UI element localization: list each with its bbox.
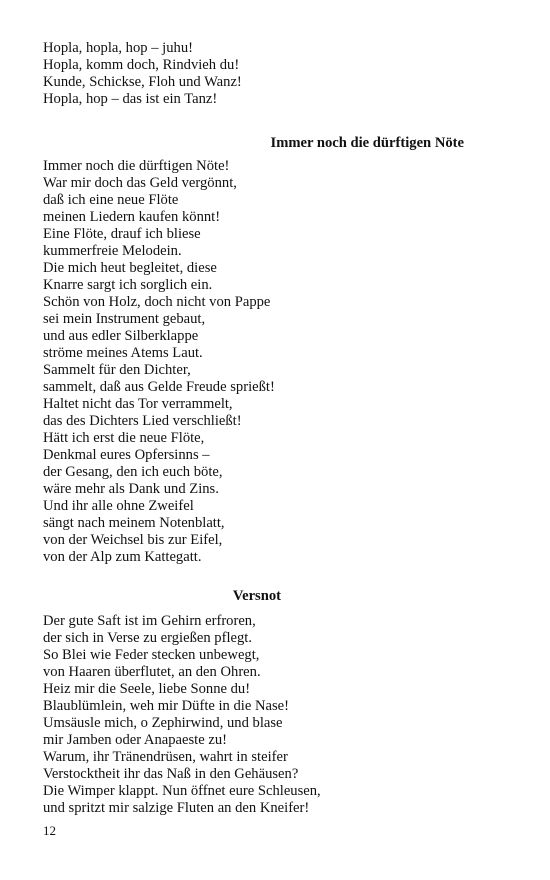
verse-line: Kunde, Schickse, Floh und Wanz! xyxy=(43,74,242,90)
verse-line: und aus edler Silberklappe xyxy=(43,328,199,344)
verse-line: das des Dichters Lied verschließt! xyxy=(43,413,242,429)
verse-line: Heiz mir die Seele, liebe Sonne du! xyxy=(43,681,251,697)
verse-line: Denkmal eures Opfersinns – xyxy=(43,447,210,463)
verse-line: Und ihr alle ohne Zweifel xyxy=(43,498,194,514)
verse-line: So Blei wie Feder stecken unbewegt, xyxy=(43,647,260,663)
verse-line: Hätt ich erst die neue Flöte, xyxy=(43,430,205,446)
page-number: 12 xyxy=(43,823,56,838)
verse-line: mir Jamben oder Anapaeste zu! xyxy=(43,732,227,748)
verse-line: von Haaren überflutet, an den Ohren. xyxy=(43,664,261,680)
verse-line: Eine Flöte, drauf ich bliese xyxy=(43,226,201,242)
verse-line: von der Alp zum Kattegatt. xyxy=(43,549,202,565)
verse-line: ströme meines Atems Laut. xyxy=(43,345,203,361)
verse-line: sängt nach meinem Notenblatt, xyxy=(43,515,225,531)
verse-line: Immer noch die dürftigen Nöte! xyxy=(43,158,230,174)
verse-line: Sammelt für den Dichter, xyxy=(43,362,191,378)
verse-line: War mir doch das Geld vergönnt, xyxy=(43,175,237,191)
verse-line: Hopla, hop – das ist ein Tanz! xyxy=(43,91,218,107)
verse-line: Knarre sargt ich sorglich ein. xyxy=(43,277,213,293)
poem-1 xyxy=(43,158,513,566)
verse-line: Haltet nicht das Tor verrammelt, xyxy=(43,396,233,412)
poem-title-2: Versnot xyxy=(232,588,281,604)
poem-title-1: Immer noch die dürftigen Nöte xyxy=(270,135,464,151)
verse-line: sammelt, daß aus Gelde Freude sprießt! xyxy=(43,379,275,395)
verse-line: Der gute Saft ist im Gehirn erfroren, xyxy=(43,613,256,629)
verse-line: Schön von Holz, doch nicht von Pappe xyxy=(43,294,271,310)
verse-line: sei mein Instrument gebaut, xyxy=(43,311,206,327)
poem-2 xyxy=(43,613,513,817)
verse-line: Blaublümlein, weh mir Düfte in die Nase! xyxy=(43,698,290,714)
verse-line: und spritzt mir salzige Fluten an den Kneifer! xyxy=(43,800,310,816)
verse-line: Die Wimper klappt. Nun öffnet eure Schleusen, xyxy=(43,783,321,799)
verse-line: Hopla, hopla, hop – juhu! xyxy=(43,40,193,56)
poem-continuation xyxy=(43,40,513,108)
verse-line: meinen Liedern kaufen könnt! xyxy=(43,209,221,225)
verse-line: Hopla, komm doch, Rindvieh du! xyxy=(43,57,240,73)
verse-line: von der Weichsel bis zur Eifel, xyxy=(43,532,223,548)
verse-line: Umsäusle mich, o Zephirwind, und blase xyxy=(43,715,283,731)
verse-line: kummerfreie Melodein. xyxy=(43,243,182,259)
verse-line: Die mich heut begleitet, diese xyxy=(43,260,217,276)
verse-line: Verstocktheit ihr das Naß in den Gehäusen? xyxy=(43,766,299,782)
verse-line: der Gesang, den ich euch böte, xyxy=(43,464,223,480)
verse-line: wäre mehr als Dank und Zins. xyxy=(43,481,219,497)
verse-line: daß ich eine neue Flöte xyxy=(43,192,179,208)
verse-line: der sich in Verse zu ergießen pflegt. xyxy=(43,630,252,646)
verse-line: Warum, ihr Tränendrüsen, wahrt in steifer xyxy=(43,749,288,765)
